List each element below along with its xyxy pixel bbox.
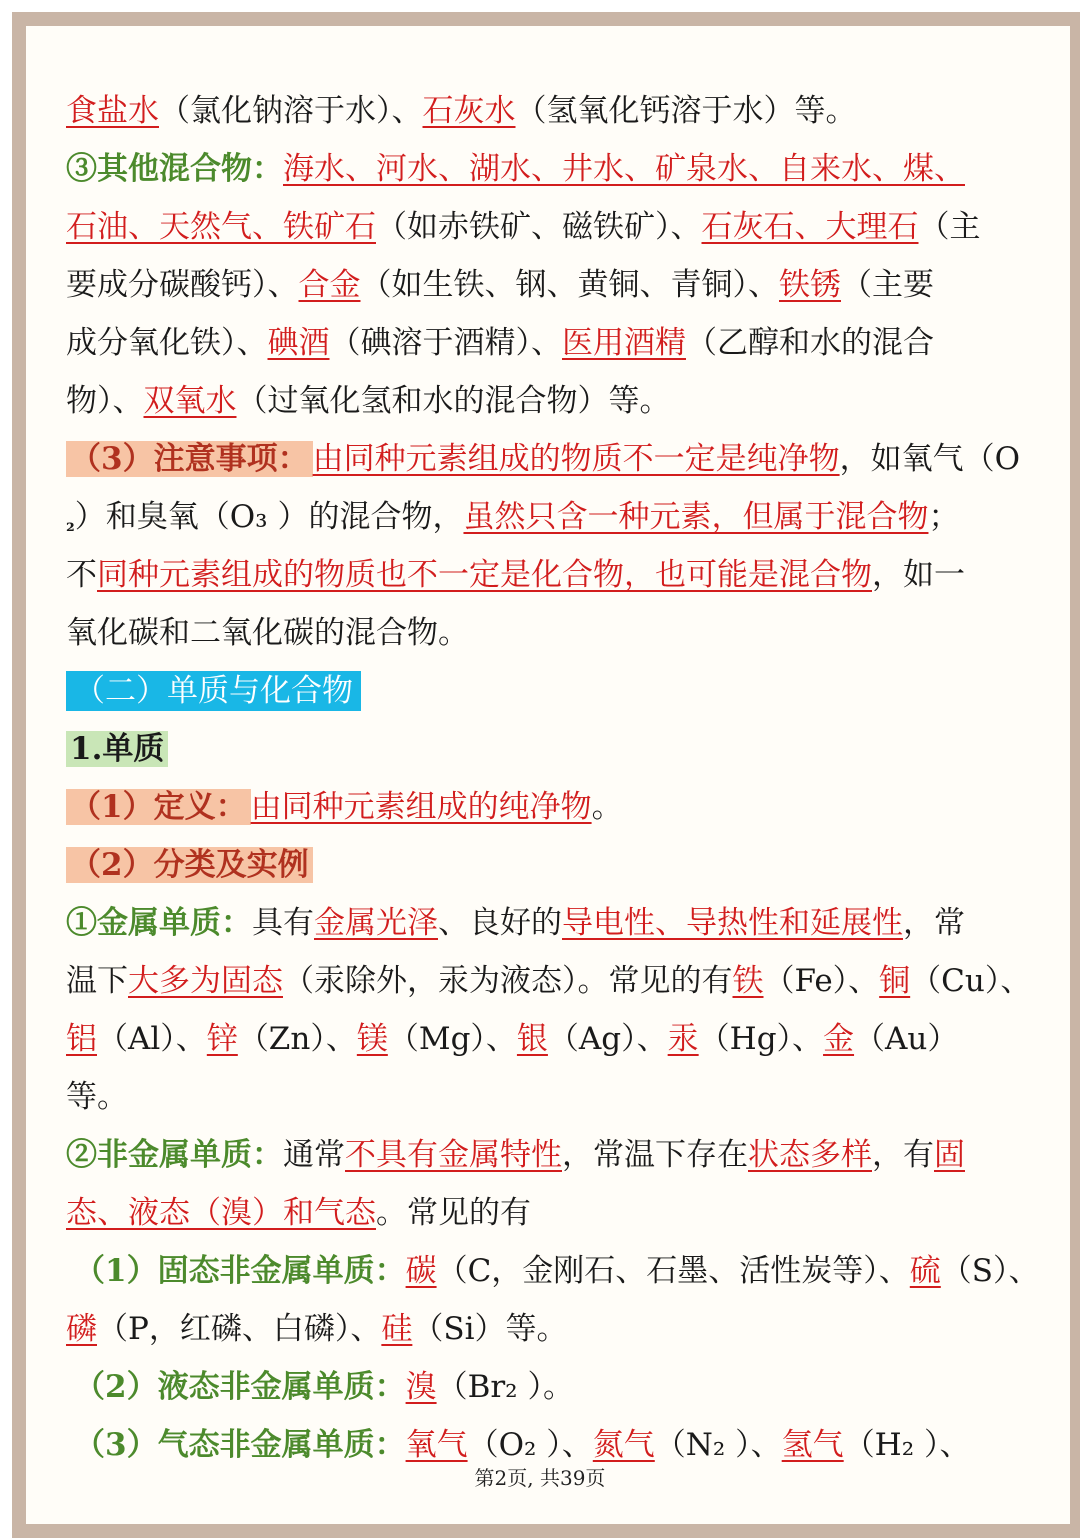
text-line (66, 894, 1046, 952)
text: （S）、 (940, 1253, 1040, 1289)
term: 海水、河水、湖水、井水、矿泉水、自来水、煤、 (283, 151, 965, 187)
text: （O₂ ）、 (467, 1427, 593, 1463)
text: ，如氧气（O (839, 441, 1020, 477)
term: 铁 (732, 963, 764, 999)
term: 石灰石、大理石 (701, 209, 919, 245)
term: 双氧水 (143, 383, 237, 419)
term: 硫 (909, 1253, 941, 1289)
text: ，有 (872, 1137, 934, 1173)
text: （主要 (841, 267, 934, 303)
text-line (66, 1184, 1046, 1242)
text-line (66, 1300, 1046, 1358)
text: 物）、 (66, 383, 144, 419)
text-line (66, 1126, 1046, 1184)
section-heading: （二）单质与化合物 (66, 671, 361, 711)
term: 碘酒 (267, 325, 330, 361)
text-line (66, 1010, 1046, 1068)
text: ）和臭氧（O₃ ）的混合物， (74, 499, 464, 535)
text-line (66, 198, 1046, 256)
text-line (66, 430, 1046, 488)
text: 等。 (66, 1079, 128, 1115)
term: 大多为固态 (128, 963, 283, 999)
text-line (66, 836, 1046, 894)
document-page (26, 26, 1070, 1524)
text: 具有 (252, 905, 314, 941)
term: 溴 (405, 1369, 437, 1405)
text: （如赤铁矿、磁铁矿）、 (376, 209, 702, 245)
term: 虽然只含一种元素，但属于混合物 (463, 499, 929, 535)
text-line (66, 256, 1046, 314)
text-line (66, 140, 1046, 198)
text: ，常 (903, 905, 965, 941)
subheading: （2）液态非金属单质： (74, 1369, 406, 1405)
term: 锌 (206, 1021, 238, 1057)
term: 不具有金属特性 (345, 1137, 562, 1173)
subheading: ③其他混合物： (66, 151, 283, 187)
text: （Mg）、 (387, 1021, 517, 1057)
text-line (66, 82, 1046, 140)
term: 磷 (66, 1311, 97, 1347)
text: （P，红磷、白磷）、 (97, 1311, 382, 1347)
text-line (66, 488, 1046, 546)
section-heading-line (66, 662, 1046, 720)
term: 碳 (405, 1253, 437, 1289)
text: （Si）等。 (412, 1311, 568, 1347)
text: （氢氧化钙溶于水）等。 (515, 93, 857, 129)
text: （汞除外，汞为液态）。常见的有 (283, 963, 733, 999)
term: 铁锈 (779, 267, 841, 303)
text: 温下 (66, 963, 128, 999)
text-line (66, 1358, 1046, 1416)
text: （N₂ ）、 (654, 1427, 782, 1463)
page-number: 第2页, 共39页 (474, 1466, 606, 1490)
text-line (66, 952, 1046, 1010)
text-line (66, 314, 1046, 372)
text: 、良好的 (438, 905, 562, 941)
text: （H₂ ）、 (843, 1427, 971, 1463)
topic-heading: 1.单质 (66, 731, 168, 767)
text-line (66, 720, 1046, 778)
term: 硅 (381, 1311, 413, 1347)
text: （Al）、 (97, 1021, 207, 1057)
term: 金属光泽 (314, 905, 438, 941)
term: 由同种元素组成的纯净物 (250, 789, 592, 825)
note-heading: （3）注意事项： (66, 441, 313, 477)
note-heading: （2）分类及实例 (66, 847, 313, 883)
term: 石油、天然气、铁矿石 (66, 209, 376, 245)
subheading: ②非金属单质： (66, 1137, 283, 1173)
text: （Zn）、 (237, 1021, 357, 1057)
text: （Ag）、 (547, 1021, 668, 1057)
note-heading: （1）定义： (66, 789, 251, 825)
text-line (66, 604, 1046, 662)
term: 固 (934, 1137, 965, 1173)
text: 。常见的有 (376, 1195, 531, 1231)
term: 状态多样 (748, 1137, 872, 1173)
term: 铜 (879, 963, 911, 999)
text: （Au） (854, 1021, 959, 1057)
term: 合金 (298, 267, 361, 303)
term: 导电性、导热性和延展性 (562, 905, 903, 941)
term: 汞 (667, 1021, 699, 1057)
text: 成分氧化铁）、 (66, 325, 268, 361)
term: 由同种元素组成的物质不一定是纯净物 (312, 441, 840, 477)
term: 医用酒精 (562, 325, 686, 361)
text: 不 (66, 557, 97, 593)
text-line (66, 372, 1046, 430)
term: 氧气 (405, 1427, 468, 1463)
term: 食盐水 (66, 93, 159, 129)
text: （Cu）、 (910, 963, 1032, 999)
text: （如生铁、钢、黄铜、青铜）、 (360, 267, 779, 303)
text: （过氧化氢和水的混合物）等。 (236, 383, 671, 419)
page-frame (12, 12, 1080, 1538)
subheading: ①金属单质： (66, 905, 252, 941)
text: （乙醇和水的混合 (686, 325, 934, 361)
text: 氧化碳和二氧化碳的混合物。 (66, 615, 469, 651)
text: （氯化钠溶于水）、 (159, 93, 423, 129)
term: 态、液态（溴）和气态 (66, 1195, 376, 1231)
text: 。 (591, 789, 623, 825)
term: 同种元素组成的物质也不一定是化合物，也可能是混合物 (97, 557, 872, 593)
text: （碘溶于酒精）、 (329, 325, 562, 361)
text: ； (928, 499, 960, 535)
term: 石灰水 (422, 93, 516, 129)
text: ，常温下存在 (562, 1137, 748, 1173)
text: （主 (918, 209, 981, 245)
term: 镁 (356, 1021, 388, 1057)
term: 氢气 (781, 1427, 844, 1463)
text-line (66, 1068, 1046, 1126)
text: ，如一 (872, 557, 965, 593)
subscript: ₂ (66, 512, 75, 536)
text: 要成分碳酸钙）、 (66, 267, 299, 303)
term: 银 (516, 1021, 548, 1057)
term: 金 (823, 1021, 855, 1057)
text: （Hg）、 (698, 1021, 824, 1057)
subheading: （3）气态非金属单质： (74, 1427, 406, 1463)
term: 氮气 (592, 1427, 655, 1463)
text-line (66, 1242, 1046, 1300)
text: 通常 (283, 1137, 345, 1173)
term: 铝 (66, 1021, 97, 1057)
text: （C，金刚石、石墨、活性炭等）、 (436, 1253, 910, 1289)
text: （Br₂ ）。 (436, 1369, 574, 1405)
subheading: （1）固态非金属单质： (74, 1253, 406, 1289)
text-line (66, 778, 1046, 836)
text: （Fe）、 (763, 963, 880, 999)
text-line (66, 546, 1046, 604)
